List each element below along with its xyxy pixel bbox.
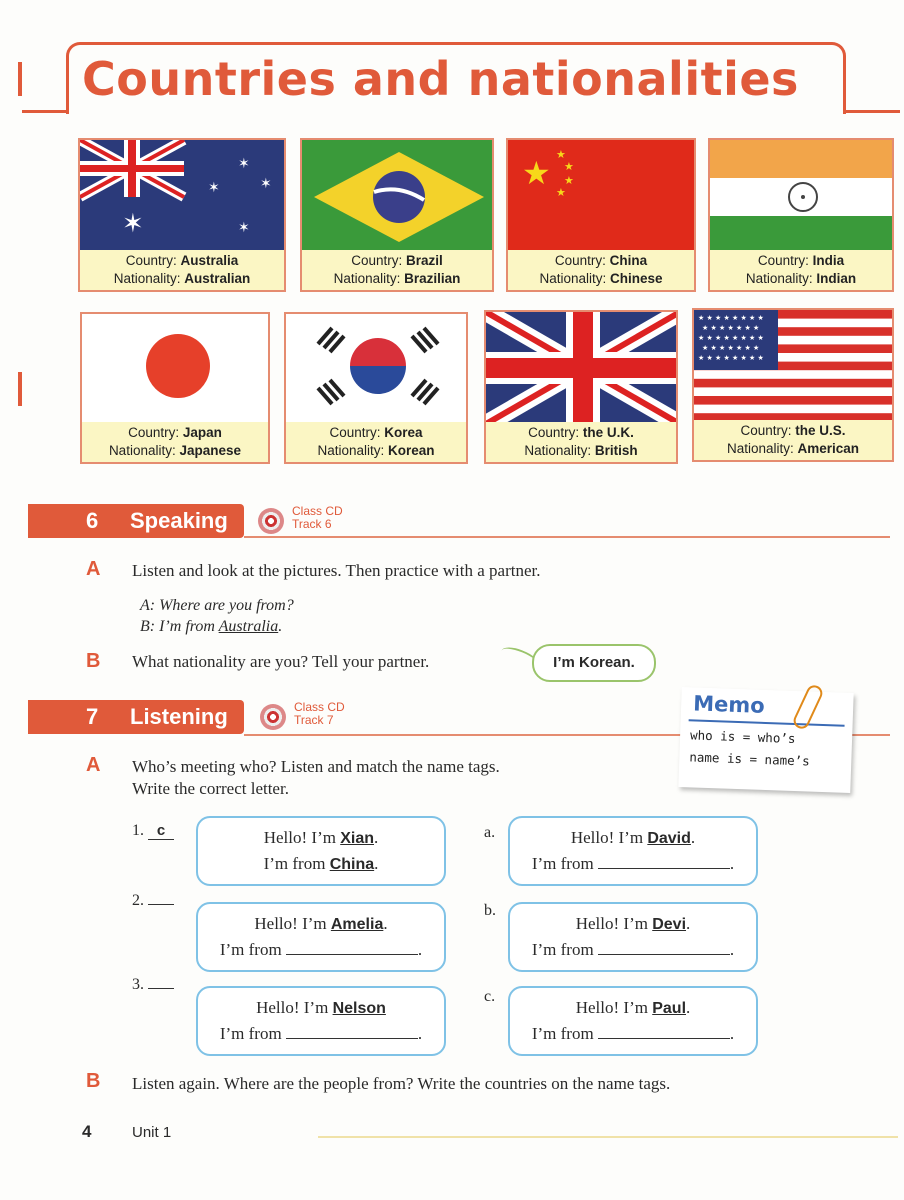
nationality-name: British <box>594 443 638 458</box>
svg-text:✶: ✶ <box>238 220 250 236</box>
flag-card-uk <box>484 310 678 464</box>
page-title: Countries and nationalities <box>82 52 799 106</box>
china-flag-icon <box>508 140 696 254</box>
cd-icon <box>258 508 284 534</box>
svg-text:★: ★ <box>564 174 574 187</box>
footer-rule <box>318 1136 898 1138</box>
tag-name: Nelson <box>332 1000 386 1017</box>
section-number: 7 <box>86 704 99 729</box>
instruction-text: What nationality are you? Tell your partner. <box>132 652 430 671</box>
korea-flag-icon <box>286 314 468 426</box>
page-number: 4 <box>82 1122 92 1141</box>
country-name: the U.K. <box>582 425 634 440</box>
section-header-speaking <box>28 504 244 538</box>
exercise-letter-b: B <box>86 1070 101 1092</box>
item-number: 3. <box>132 976 174 994</box>
memo-title: Memo <box>692 691 766 718</box>
country-name: Japan <box>182 425 222 440</box>
japan-flag-icon <box>82 314 270 426</box>
name-tag: Hello! I’m Paul. I’m from . <box>508 986 758 1056</box>
svg-text:★ ★ ★ ★ ★ ★ ★: ★ ★ ★ ★ ★ ★ ★ <box>702 324 760 332</box>
nationality-name: Brazilian <box>404 271 461 286</box>
section-rule <box>244 536 890 538</box>
instruction-text: Listen again. Where are the people from? Write the countries on the name tags. <box>132 1074 671 1093</box>
country-fill-blank[interactable] <box>286 943 418 955</box>
tag-country[interactable]: China <box>329 856 375 873</box>
answer-blank[interactable]: c <box>148 822 174 840</box>
flag-caption: Country: Korea Nationality: Korean <box>286 422 466 462</box>
unit-label: Unit 1 <box>132 1124 172 1141</box>
us-flag-icon <box>694 310 894 422</box>
country-name: China <box>609 253 648 268</box>
svg-text:✶: ✶ <box>208 180 220 196</box>
instruction-text: Listen and look at the pictures. Then practice with a partner. <box>132 561 541 580</box>
dialog-line-b: B: I’m from Australia. <box>140 618 283 635</box>
memo-note <box>678 687 853 793</box>
flag-caption: Country: Brazil Nationality: Brazilian <box>302 250 492 290</box>
name-tag: Hello! I’m Devi. I’m from . <box>508 902 758 972</box>
instruction-text: Write the correct letter. <box>132 779 289 798</box>
svg-text:✶: ✶ <box>260 176 272 192</box>
nationality-name: American <box>797 441 860 456</box>
section-number: 6 <box>86 508 99 533</box>
country-fill-blank[interactable] <box>598 857 730 869</box>
country-fill-blank[interactable] <box>286 1027 418 1039</box>
flag-card-us <box>692 308 894 462</box>
australia-flag-icon <box>80 140 286 254</box>
flag-card-china <box>506 138 696 292</box>
tag-name: David <box>647 830 691 847</box>
instruction-text: Who’s meeting who? Listen and match the name tags. <box>132 757 500 776</box>
cd-track-label: Class CD Track 6 <box>292 504 343 531</box>
speech-bubble: I’m Korean. <box>532 644 656 682</box>
flag-card-japan <box>80 312 270 464</box>
svg-text:★: ★ <box>522 154 551 192</box>
country-fill-blank[interactable] <box>598 1027 730 1039</box>
nationality-name: Korean <box>388 443 435 458</box>
svg-text:★ ★ ★ ★ ★ ★ ★ ★: ★ ★ ★ ★ ★ ★ ★ ★ <box>698 314 764 322</box>
country-name: Australia <box>180 253 239 268</box>
svg-text:★ ★ ★ ★ ★ ★ ★ ★: ★ ★ ★ ★ ★ ★ ★ ★ <box>698 354 764 362</box>
flag-caption: Country: Australia Nationality: Australian <box>80 250 284 290</box>
dialog-answer: Australia <box>218 618 279 635</box>
flag-caption: Country: Japan Nationality: Japanese <box>82 422 268 462</box>
nationality-name: Australian <box>184 271 251 286</box>
answer-blank[interactable] <box>148 988 174 989</box>
svg-text:★: ★ <box>556 186 566 199</box>
country-fill-blank[interactable] <box>598 943 730 955</box>
cd-track-label: Class CD Track 7 <box>294 700 345 727</box>
svg-text:★: ★ <box>564 160 574 173</box>
name-tag: Hello! I’m David. I’m from . <box>508 816 758 886</box>
tag-name: Devi <box>652 916 687 933</box>
dialog-line-a: A: Where are you from? <box>140 597 294 614</box>
item-number: 1. c <box>132 822 174 840</box>
svg-text:★ ★ ★ ★ ★ ★ ★ ★: ★ ★ ★ ★ ★ ★ ★ ★ <box>698 334 764 342</box>
flag-caption: Country: the U.K. Nationality: British <box>486 422 676 462</box>
flag-caption: Country: India Nationality: Indian <box>710 250 892 290</box>
section-label: Listening <box>130 704 228 729</box>
section-header-listening <box>28 700 244 734</box>
exercise-letter-a: A <box>86 754 101 776</box>
country-name: the U.S. <box>795 423 846 438</box>
exercise-letter-b: B <box>86 650 101 672</box>
memo-divider <box>689 719 845 726</box>
brazil-flag-icon <box>302 140 494 254</box>
item-number: 2. <box>132 892 174 910</box>
flag-card-brazil <box>300 138 494 292</box>
cd-icon <box>260 704 286 730</box>
uk-flag-icon <box>486 312 678 424</box>
tag-name: Amelia <box>330 916 384 933</box>
answer-blank[interactable] <box>148 904 174 905</box>
flag-card-india <box>708 138 894 292</box>
svg-text:✶: ✶ <box>122 209 144 239</box>
flag-caption: Country: China Nationality: Chinese <box>508 250 694 290</box>
edge-marker-mid <box>18 372 22 406</box>
exercise-letter-a: A <box>86 558 101 580</box>
country-name: Brazil <box>406 253 443 268</box>
tag-name: Xian <box>340 830 375 847</box>
nationality-name: Chinese <box>610 271 663 286</box>
memo-line-2: name is = name’s <box>689 749 810 769</box>
tag-name: Paul <box>652 1000 687 1017</box>
item-letter: a. <box>484 824 496 841</box>
flag-card-korea <box>284 312 468 464</box>
memo-line-1: who is = who’s <box>689 727 796 747</box>
flag-card-australia <box>78 138 286 292</box>
flag-caption: Country: the U.S. Nationality: American <box>694 420 892 460</box>
nationality-name: Indian <box>816 271 857 286</box>
item-letter: c. <box>484 988 496 1005</box>
edge-marker-top <box>18 62 22 96</box>
name-tag: Hello! I’m Amelia. I’m from . <box>196 902 446 972</box>
name-tag: Hello! I’m Nelson I’m from . <box>196 986 446 1056</box>
india-flag-icon <box>710 140 894 254</box>
name-tag: Hello! I’m Xian. I’m from China. <box>196 816 446 886</box>
svg-text:✶: ✶ <box>238 156 250 172</box>
country-name: Korea <box>384 425 423 440</box>
svg-text:★: ★ <box>556 148 566 161</box>
section-label: Speaking <box>130 508 228 533</box>
country-name: India <box>812 253 845 268</box>
item-letter: b. <box>484 902 496 919</box>
svg-text:★ ★ ★ ★ ★ ★ ★: ★ ★ ★ ★ ★ ★ ★ <box>702 344 760 352</box>
nationality-name: Japanese <box>179 443 242 458</box>
